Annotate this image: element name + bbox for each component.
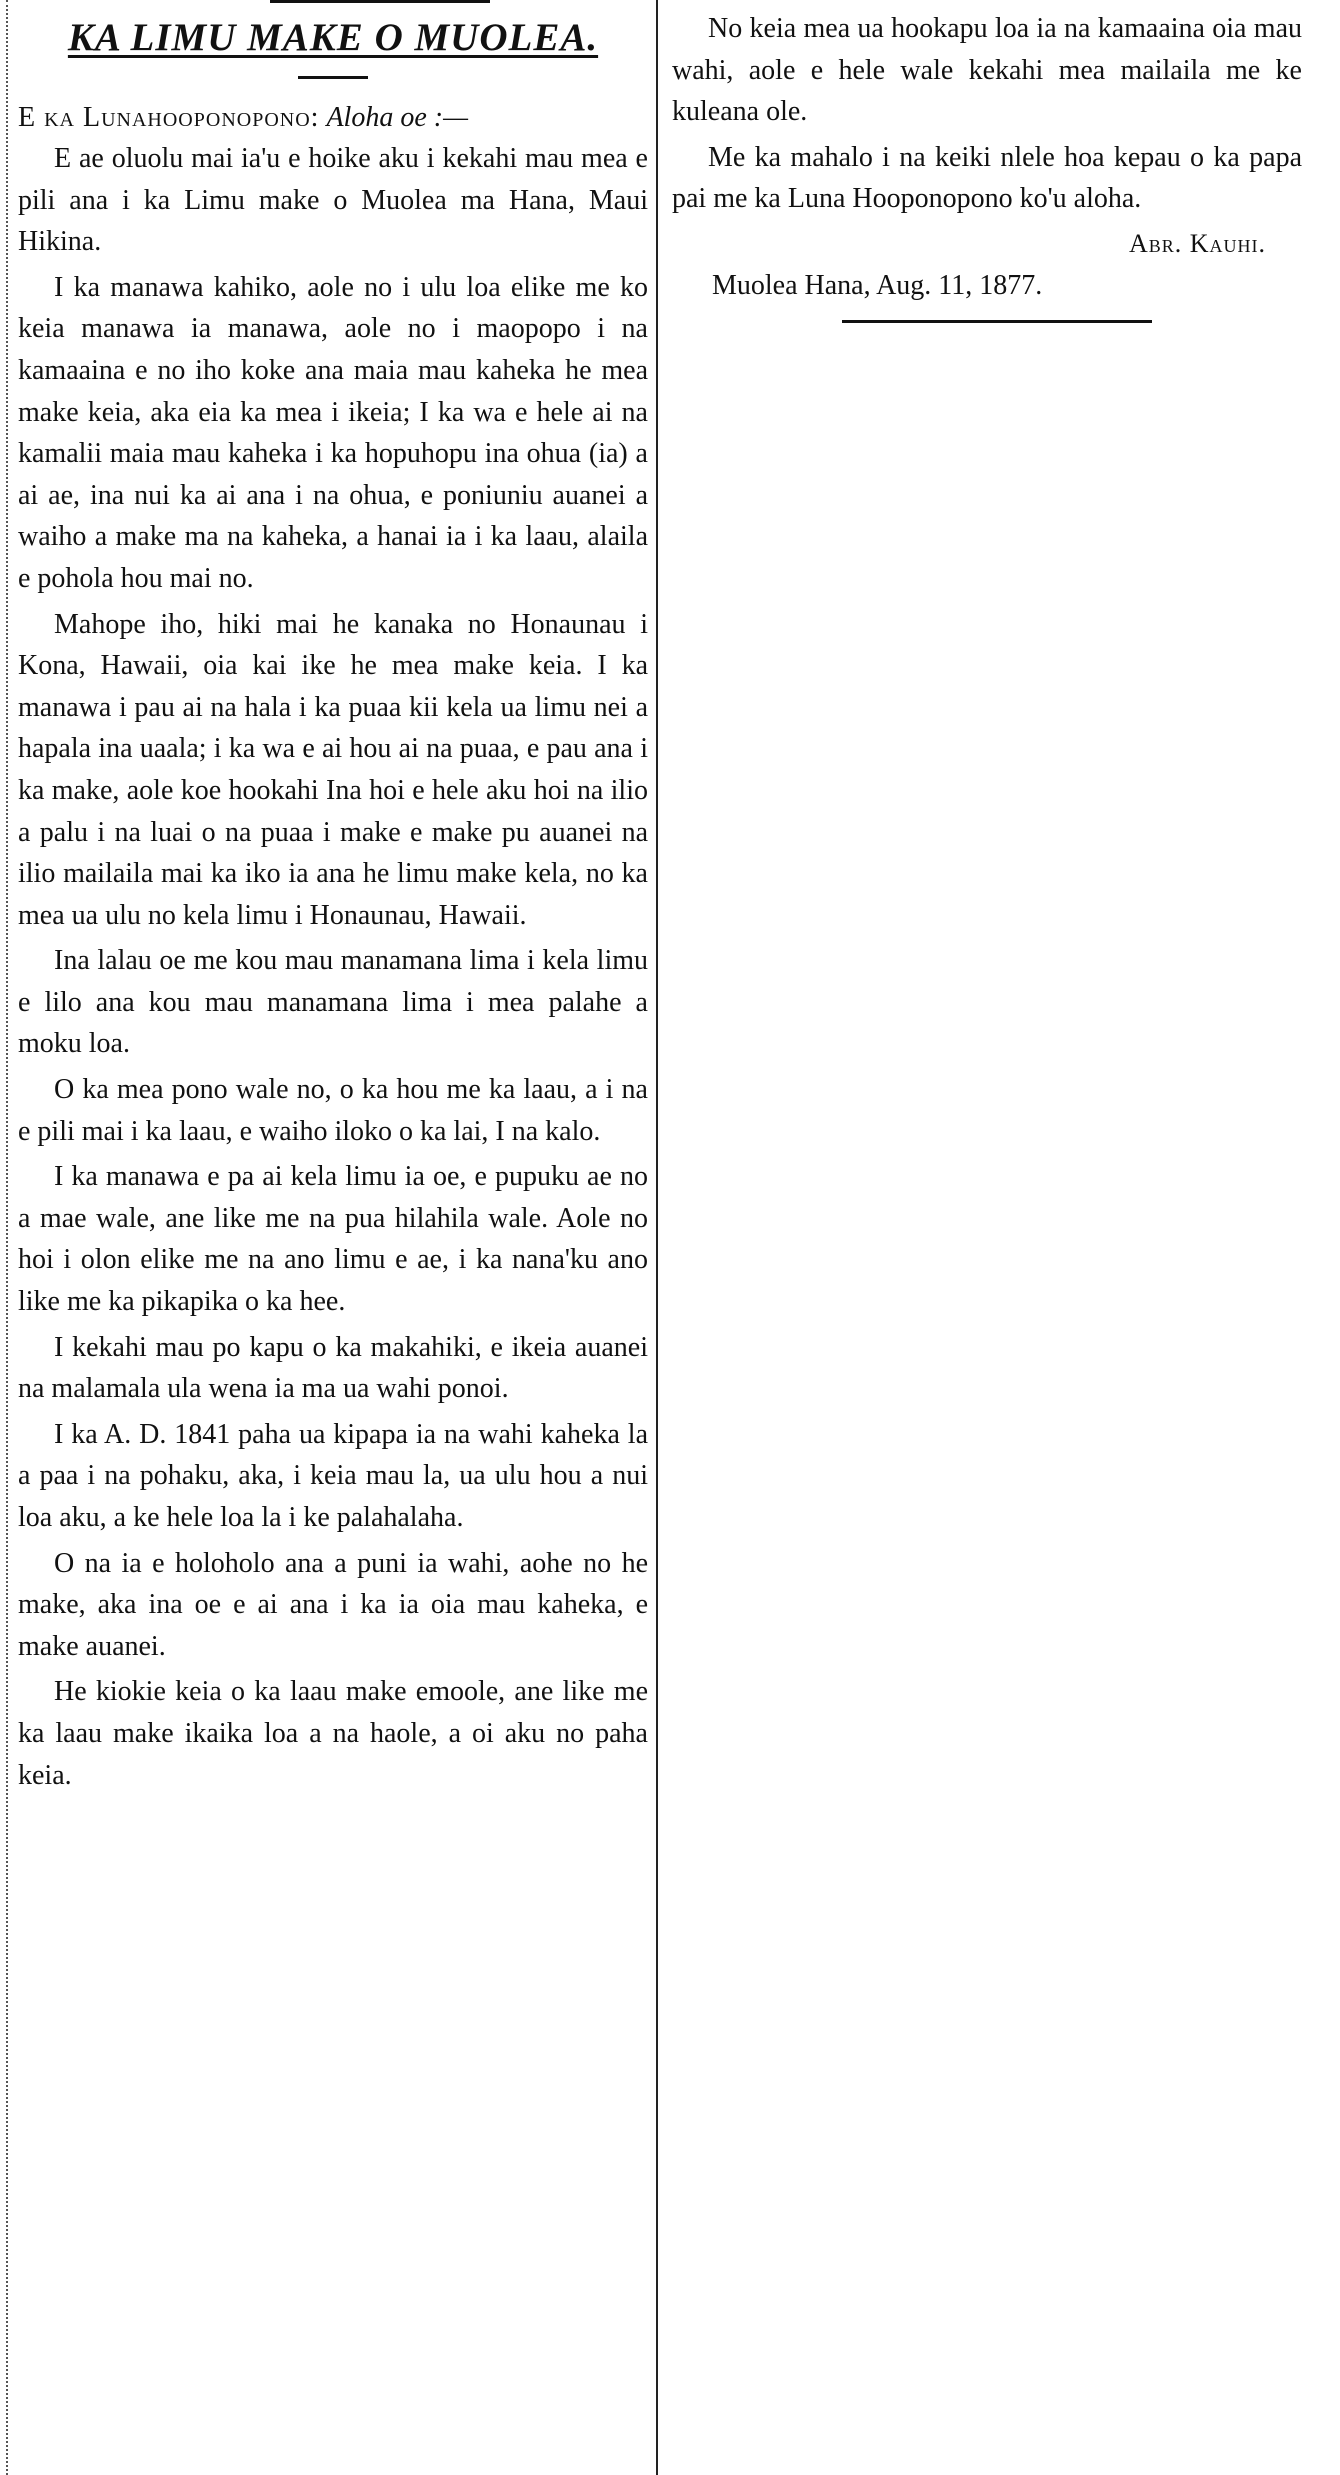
paragraph: E ae oluolu mai ia'u e hoike aku i kekahi mau mea e pili ana i ka Limu make o Muolea ma Hana, Maui Hikina. — [18, 143, 648, 258]
salutation — [18, 97, 648, 138]
paragraph: He kiokie keia o ka laau make emoole, ane like me ka laau make ikaika loa a na haole, a oi aku no paha keia. — [18, 1676, 648, 1791]
column-divider — [656, 0, 658, 2475]
title-rule — [298, 76, 368, 79]
salutation-greeting: Aloha oe :— — [326, 102, 468, 133]
dateline: Muolea Hana, Aug. 11, 1877. — [712, 269, 1043, 301]
end-rule — [842, 320, 1152, 323]
paragraph: I ka manawa e pa ai kela limu ia oe, e pupuku ae no a mae wale, ane like me na pua hilahila wale. Aole no hoi i olon elike me na ano limu e ae, i ka nana'ku ano like me ka pikapika o ka hee. — [18, 1161, 648, 1318]
right-column — [672, 0, 1302, 323]
paragraph: Mahope iho, hiki mai he kanaka no Honaunau i Kona, Hawaii, oia kai ike he mea make keia. I ka manawa i pau ai na hala i ka puaa kii kela ua limu nei a hapala ina uaala; i ka wa e ai hou ai na puaa, e pau ana i ka make, aole koe hookahi Ina hoi e hele aku hoi na ilio a palu i na luai o na puaa i make e make pu auanei na ilio mailaila mai ka iko ia ana he limu make kela, no ka mea ua ulu no kela limu i Honaunau, Hawaii. — [18, 608, 648, 931]
article-title: KA LIMU MAKE O MUOLEA. — [67, 16, 599, 59]
left-column — [18, 0, 648, 1800]
paragraph: O na ia e holoholo ana a puni ia wahi, aohe no he make, aka ina oe e ai ana i ka ia oia mau kaheka, e make auanei. — [18, 1547, 648, 1662]
paragraph: I ka A. D. 1841 paha ua kipapa ia na wahi kaheka la a paa i na pohaku, aka, i keia mau la, ua ulu hou a nui loa aku, a ke hele loa la i ke palahalaha. — [18, 1418, 648, 1533]
salutation-prefix: E ka Lunahooponopono: — [18, 102, 320, 133]
paragraph: I ka manawa kahiko, aole no i ulu loa elike me ko keia manawa ia manawa, aole no i maopopo i na kamaaina e no iho koke ana maia mau kaheka he mea make keia, aka eia ka mea i ikeia; I ka wa e hele ai na kamalii maia mau kaheka i ka hopuhopu ina ohua (ia) a ai ae, ina nui ka ai ana i na ohua, e poniuniu auanei a waiho a make ma na kaheka, a hanai ia i ka laau, alaila e pohola hou mai no. — [18, 271, 648, 594]
paragraph: I kekahi mau po kapu o ka makahiki, e ikeia auanei na malamala ula wena ia ma ua wahi ponoi. — [18, 1331, 648, 1405]
left-margin-rule — [6, 0, 10, 2475]
paragraph: No keia mea ua hookapu loa ia na kamaaina oia mau wahi, aole e hele wale kekahi mea mailaila me ke kuleana ole. — [672, 13, 1302, 128]
paragraph: Ina lalau oe me kou mau manamana lima i kela limu e lilo ana kou mau manamana lima i mea palahe a moku loa. — [18, 945, 648, 1060]
paragraph: O ka mea pono wale no, o ka hou me ka laau, a i na e pili mai i ka laau, e waiho iloko o ka lai, I na kalo. — [18, 1074, 648, 1147]
author-signature: Abr. Kauhi. — [1128, 228, 1266, 258]
paragraph: Me ka mahalo i na keiki nlele hoa kepau o ka papa pai me ka Luna Hooponopono ko'u aloha. — [672, 141, 1302, 215]
